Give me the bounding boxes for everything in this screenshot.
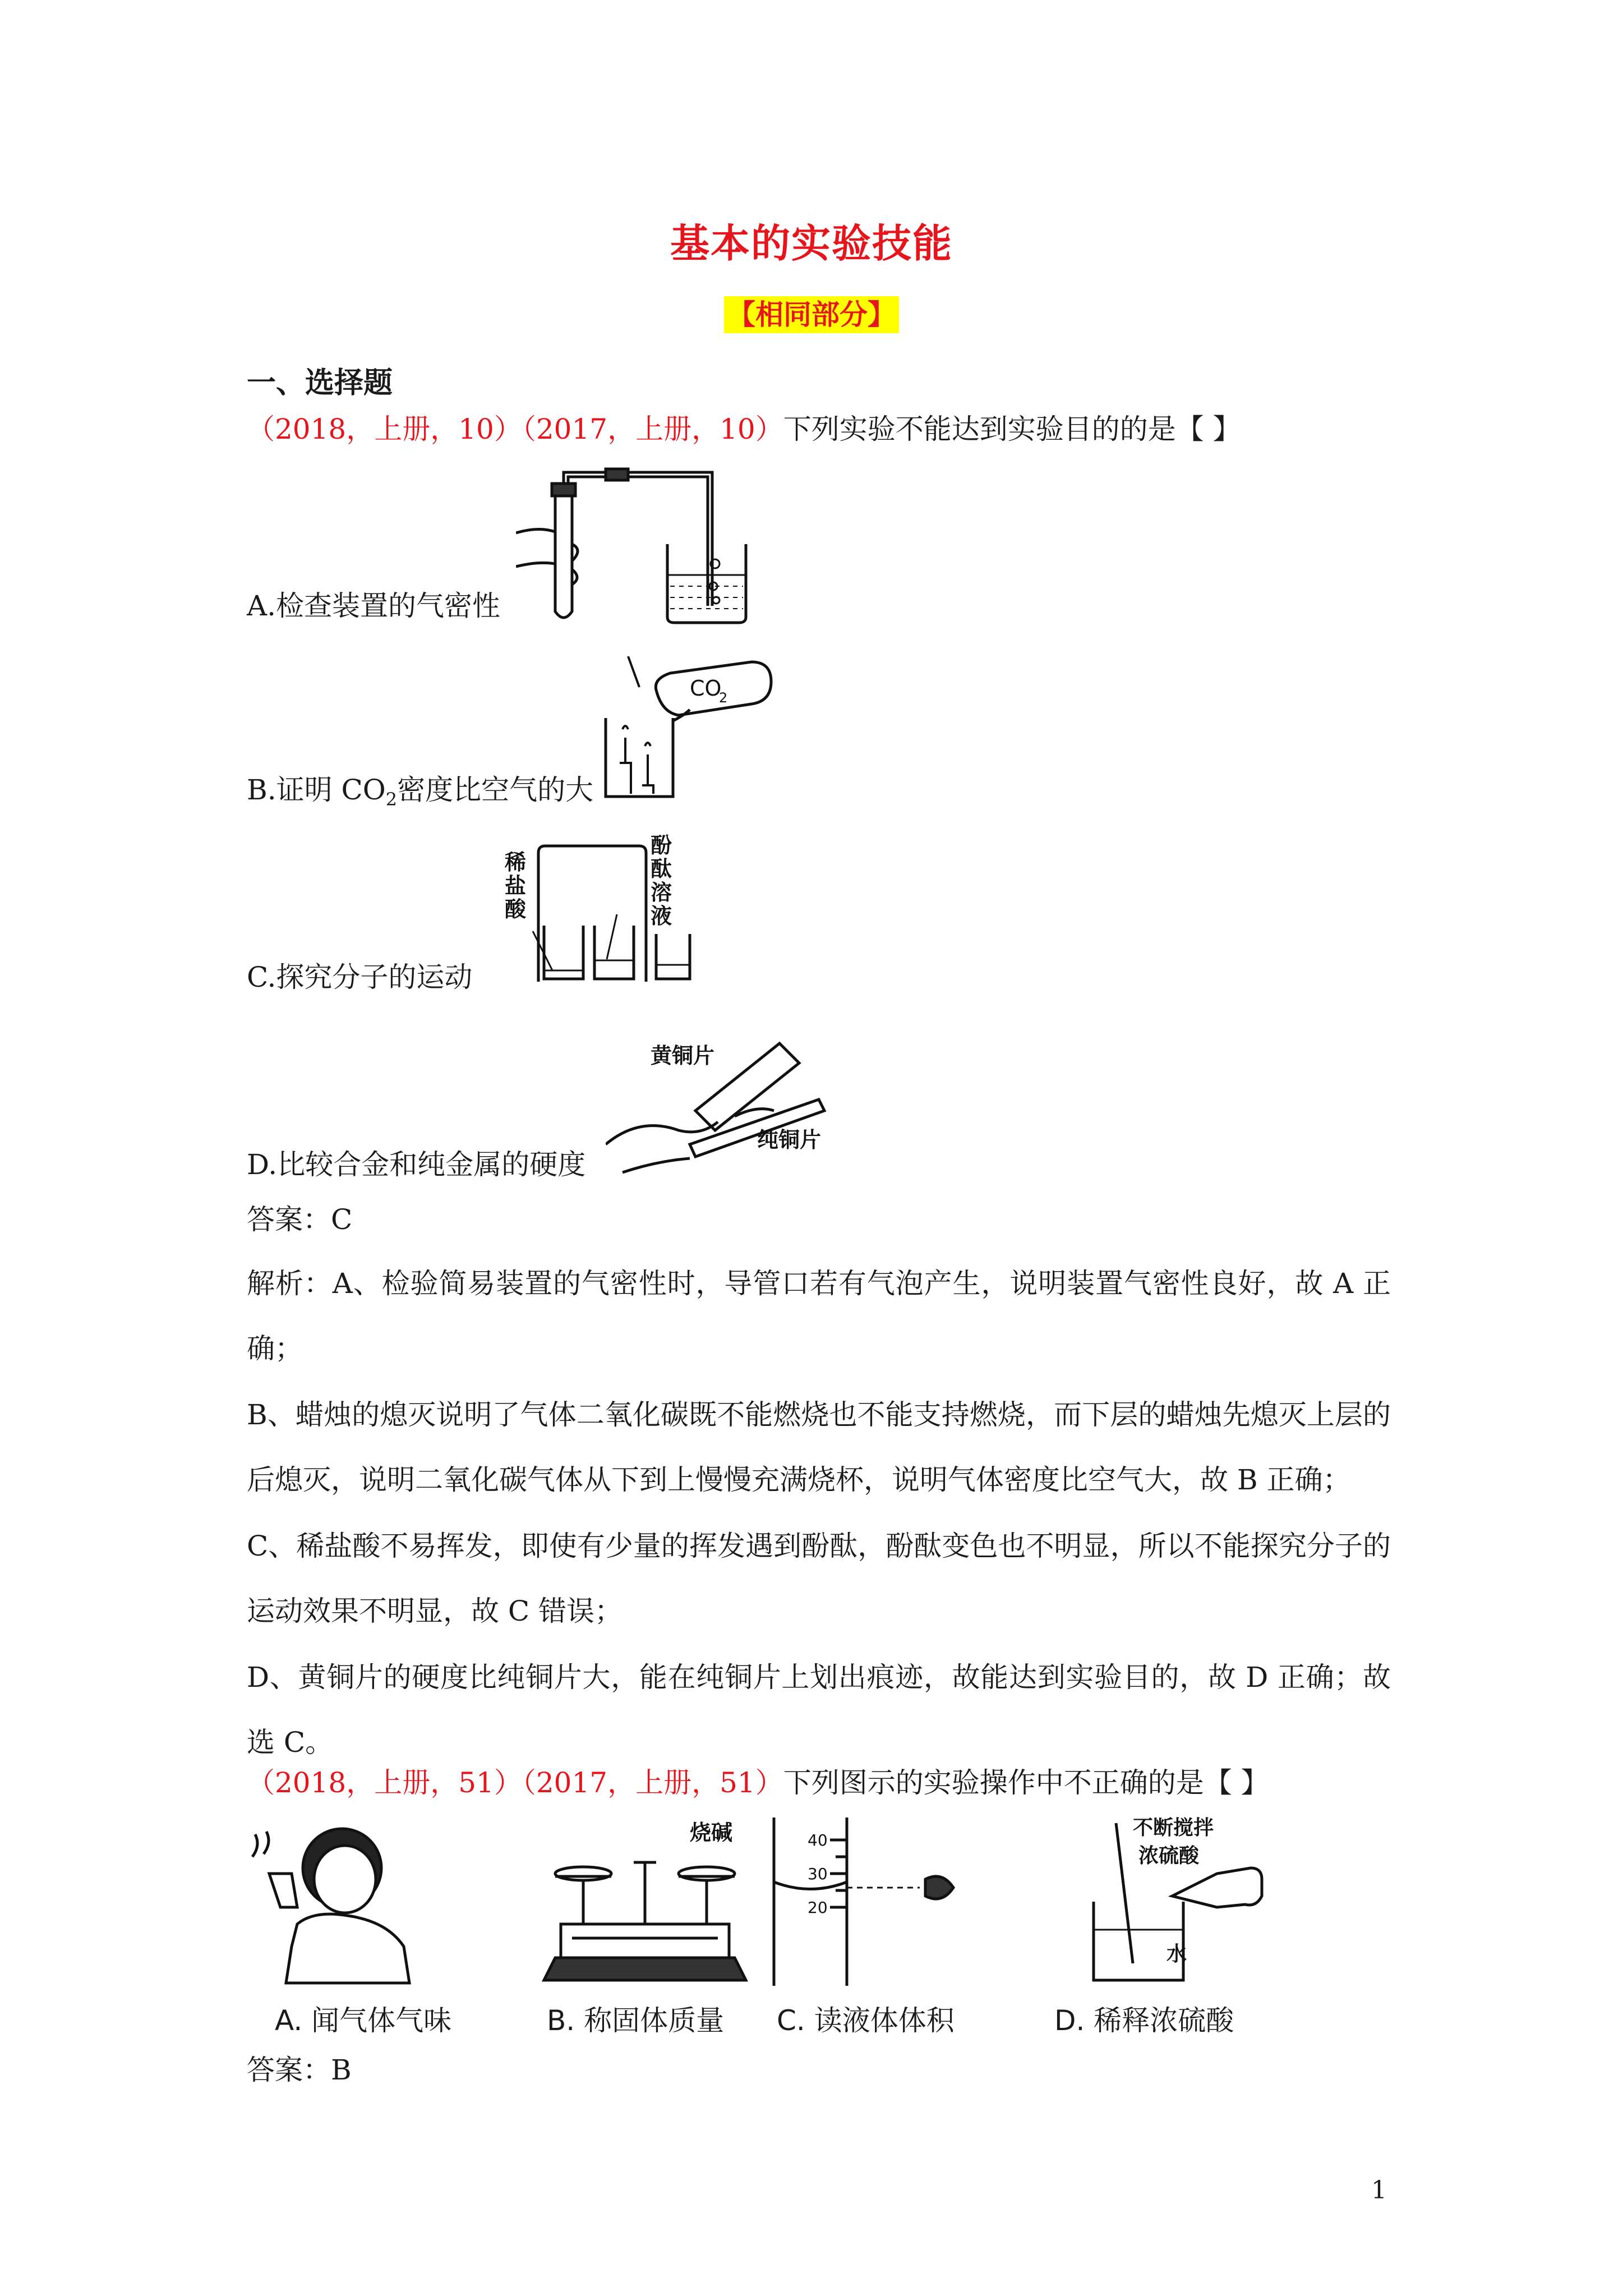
figure-airtightness-check	[516, 460, 751, 628]
answer-2: 答案：B	[247, 2054, 352, 2086]
answer-1: 答案：C	[247, 1203, 353, 1236]
option-d: D.比较合金和纯金属的硬度	[247, 1148, 586, 1181]
figure-stir-label: 不断搅拌	[1133, 1816, 1214, 1839]
figure-read-volume	[768, 1818, 976, 1986]
analysis-a: 解析：A、检验简易装置的气密性时，导管口若有气泡产生，说明装置气密性良好，故 A 正确；	[247, 1267, 1391, 1365]
figure-tick-40: 40	[808, 1831, 828, 1849]
figure-co2-label: CO	[690, 676, 722, 701]
analysis-b: B、蜡烛的熄灭说明了气体二氧化碳既不能燃烧也不能支持燃烧，而下层的蜡烛先熄灭上层的后熄灭，说明二氧化碳气体从下到上慢慢充满烧杯，说明气体密度比空气大，故 B 正确；	[247, 1398, 1391, 1496]
caption-b: B. 称固体质量	[547, 2004, 725, 2037]
page-number: 1	[1371, 2176, 1387, 2205]
svg-text:稀 盐 酸	[504, 850, 533, 922]
figure-hardness-comparison	[606, 1032, 841, 1178]
question-2	[247, 1766, 1269, 1800]
figure-copper-label: 纯铜片	[757, 1128, 822, 1152]
analysis-c: C、稀盐酸不易挥发，即使有少量的挥发遇到酚酞，酚酞变色也不明显，所以不能探究分子的运动效果不明显，故 C 错误；	[247, 1530, 1391, 1627]
figure-brass-label: 黄铜片	[651, 1043, 715, 1068]
section-tag: 【相同部分】	[724, 296, 899, 333]
question-2-source: （2018，上册，51）（2017，上册，51）	[247, 1766, 783, 1799]
figure-molecular-motion	[488, 830, 701, 993]
option-b: B.证明 $CO_2$密度比空气的大	[247, 774, 594, 810]
caption-c: C. 读液体体积	[777, 2004, 955, 2037]
figure-tick-30: 30	[808, 1865, 828, 1883]
question-2-stem: 下列图示的实验操作中不正确的是【 】	[783, 1766, 1269, 1799]
figure-c-right-1: 酚	[651, 833, 672, 858]
figure-weigh-solid	[538, 1818, 751, 1986]
option-a: A.检查装置的气密性	[247, 590, 501, 622]
figure-c-left-1: 稀	[505, 850, 527, 875]
figure-naoh-label: 烧碱	[690, 1820, 733, 1845]
caption-a: A. 闻气体气味	[275, 2004, 452, 2037]
page-title: 基本的实验技能	[670, 220, 953, 266]
figure-co2-density	[594, 656, 774, 802]
figure-c-right-4: 液	[651, 904, 672, 928]
figure-c-left-3: 酸	[505, 897, 527, 922]
question-1-source: （2018，上册，10）（2017，上册，10）	[247, 413, 783, 445]
figure-dilute-acid	[1082, 1812, 1273, 1986]
figure-tick-20: 20	[808, 1898, 828, 1917]
figure-c-left-2: 盐	[505, 873, 527, 898]
figure-water-label: 水	[1166, 1943, 1187, 1966]
svg-text:酚 酞 溶 液	[651, 833, 679, 928]
figure-c-right-2: 酞	[651, 857, 672, 881]
analysis-d: D、黄铜片的硬度比纯铜片大，能在纯铜片上划出痕迹，故能达到实验目的，故 D 正确；故选 C。	[247, 1661, 1391, 1759]
caption-d: D. 稀释浓硫酸	[1054, 2004, 1234, 2037]
figure-acid-label: 浓硫酸	[1138, 1844, 1200, 1867]
option-c: C.探究分子的运动	[247, 961, 473, 993]
figure-co2-subscript: 2	[719, 690, 728, 706]
section-heading: 一、选择题	[247, 366, 393, 400]
figure-smell-gas	[247, 1812, 426, 1986]
question-1-stem: 下列实验不能达到实验目的的是【 】	[783, 413, 1241, 445]
question-1	[247, 412, 1241, 446]
figure-c-right-3: 溶	[651, 880, 672, 905]
